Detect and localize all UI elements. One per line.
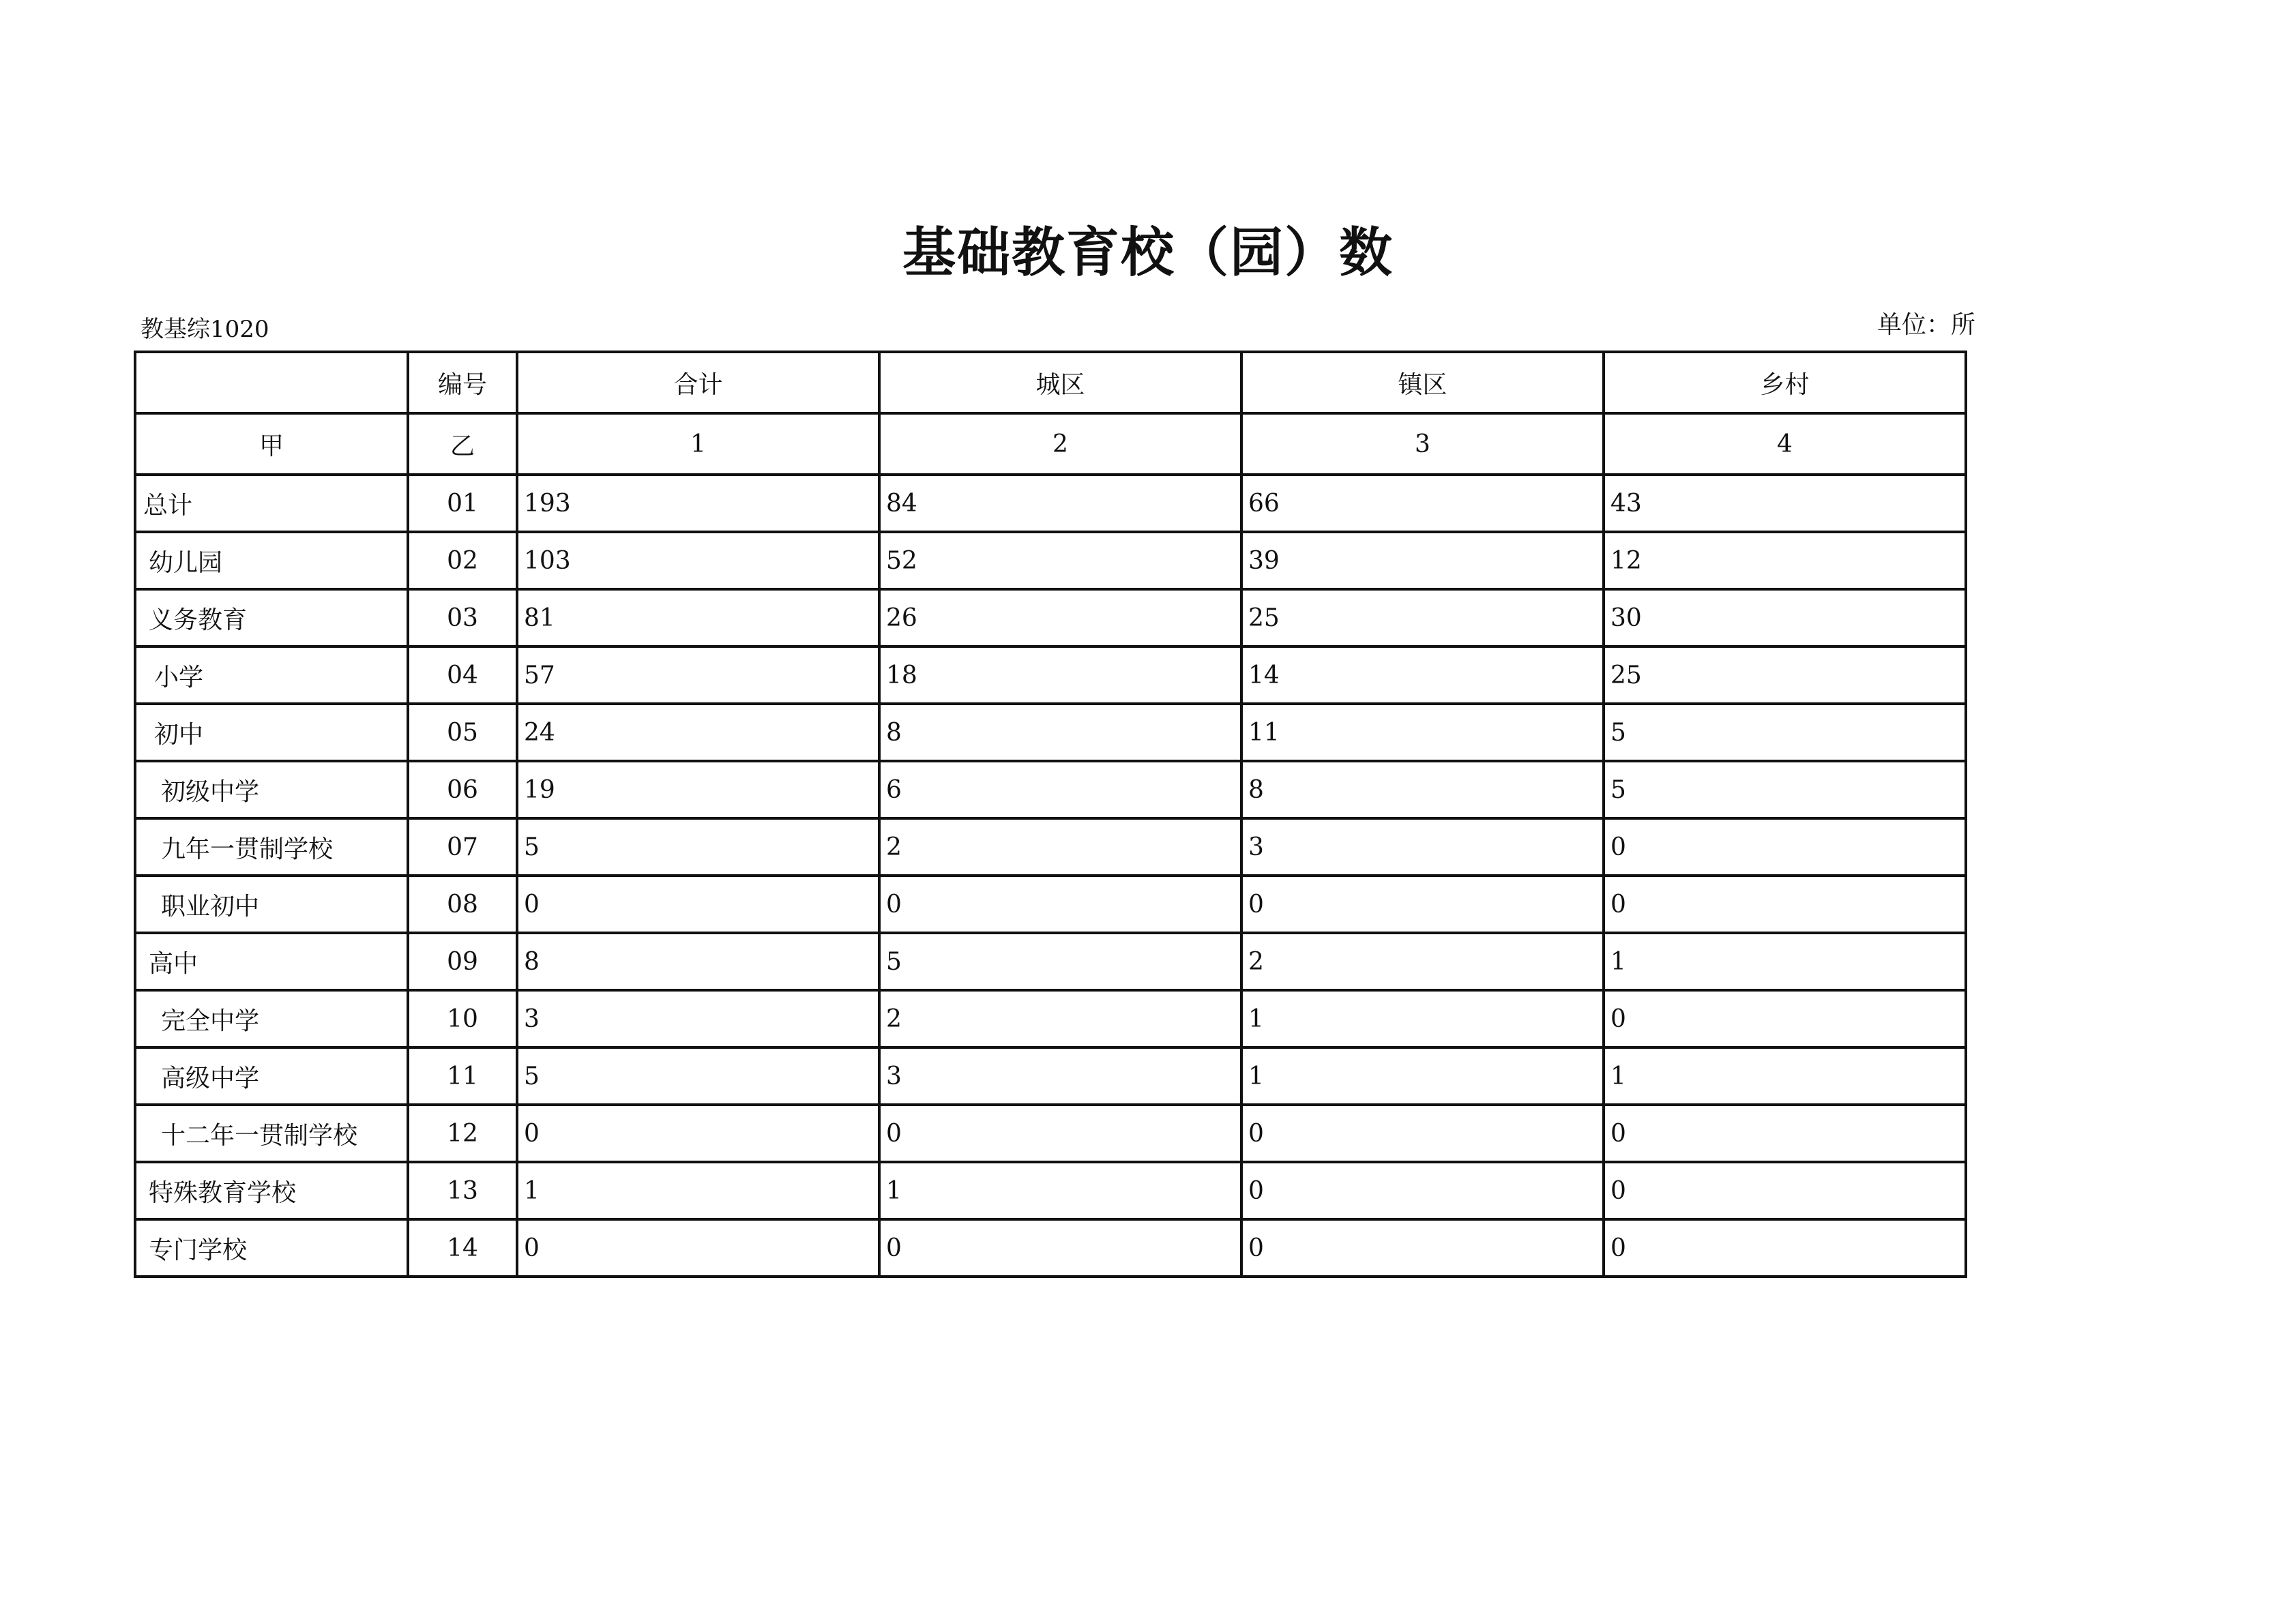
header-row — [135, 352, 1966, 413]
table-row — [135, 1219, 1966, 1277]
row-urban-cell: 8 — [879, 704, 1241, 761]
header-rural-cell: 乡村 — [1604, 352, 1966, 413]
row-rural-cell: 1 — [1604, 933, 1966, 990]
row-rural-cell: 0 — [1604, 818, 1966, 876]
row-code-cell: 10 — [408, 990, 517, 1047]
row-town-cell: 1 — [1241, 990, 1604, 1047]
row-rural-cell: 43 — [1604, 475, 1966, 532]
row-urban-cell: 5 — [879, 933, 1241, 990]
row-name-cell: 初中 — [135, 704, 408, 761]
row-total-cell: 8 — [517, 933, 879, 990]
row-name-cell: 职业初中 — [135, 876, 408, 933]
row-code-cell: 14 — [408, 1219, 517, 1277]
row-code-cell: 09 — [408, 933, 517, 990]
row-urban-cell: 0 — [879, 1105, 1241, 1162]
row-total-cell: 1 — [517, 1162, 879, 1219]
row-town-cell: 0 — [1241, 1162, 1604, 1219]
table-row — [135, 704, 1966, 761]
row-code-cell: 12 — [408, 1105, 517, 1162]
row-name-cell: 特殊教育学校 — [135, 1162, 408, 1219]
row-total-cell: 57 — [517, 646, 879, 704]
row-town-cell: 0 — [1241, 876, 1604, 933]
subheader-name-cell: 甲 — [135, 413, 408, 475]
row-name-cell: 初级中学 — [135, 761, 408, 818]
row-name-cell: 高级中学 — [135, 1047, 408, 1105]
row-name-cell: 十二年一贯制学校 — [135, 1105, 408, 1162]
subheader-col-1: 1 — [517, 413, 879, 475]
table-row — [135, 876, 1966, 933]
row-rural-cell: 0 — [1604, 1219, 1966, 1277]
row-town-cell: 1 — [1241, 1047, 1604, 1105]
row-town-cell: 14 — [1241, 646, 1604, 704]
row-rural-cell: 25 — [1604, 646, 1966, 704]
row-name-cell: 专门学校 — [135, 1219, 408, 1277]
row-name-cell: 义务教育 — [135, 589, 408, 646]
row-town-cell: 2 — [1241, 933, 1604, 990]
table-row — [135, 532, 1966, 589]
row-total-cell: 0 — [517, 876, 879, 933]
row-code-cell: 07 — [408, 818, 517, 876]
row-name-cell: 小学 — [135, 646, 408, 704]
row-total-cell: 3 — [517, 990, 879, 1047]
row-total-cell: 81 — [517, 589, 879, 646]
table-row — [135, 1047, 1966, 1105]
row-total-cell: 0 — [517, 1219, 879, 1277]
row-urban-cell: 0 — [879, 876, 1241, 933]
row-code-cell: 13 — [408, 1162, 517, 1219]
row-town-cell: 25 — [1241, 589, 1604, 646]
row-rural-cell: 30 — [1604, 589, 1966, 646]
row-town-cell: 0 — [1241, 1105, 1604, 1162]
table-row — [135, 1105, 1966, 1162]
row-rural-cell: 0 — [1604, 1162, 1966, 1219]
row-town-cell: 11 — [1241, 704, 1604, 761]
row-town-cell: 39 — [1241, 532, 1604, 589]
table-row — [135, 475, 1966, 532]
row-rural-cell: 5 — [1604, 704, 1966, 761]
row-code-cell: 04 — [408, 646, 517, 704]
row-name-cell: 完全中学 — [135, 990, 408, 1047]
row-rural-cell: 0 — [1604, 990, 1966, 1047]
row-urban-cell: 1 — [879, 1162, 1241, 1219]
row-rural-cell: 12 — [1604, 532, 1966, 589]
table-row — [135, 990, 1966, 1047]
table-row — [135, 761, 1966, 818]
row-total-cell: 19 — [517, 761, 879, 818]
subheader-row — [135, 413, 1966, 475]
row-urban-cell: 0 — [879, 1219, 1241, 1277]
row-name-cell: 高中 — [135, 933, 408, 990]
row-town-cell: 3 — [1241, 818, 1604, 876]
subheader-col-4: 4 — [1604, 413, 1966, 475]
table-row — [135, 589, 1966, 646]
row-code-cell: 08 — [408, 876, 517, 933]
row-urban-cell: 52 — [879, 532, 1241, 589]
row-urban-cell: 2 — [879, 990, 1241, 1047]
header-urban-cell: 城区 — [879, 352, 1241, 413]
row-name-cell: 总计 — [135, 475, 408, 532]
row-urban-cell: 84 — [879, 475, 1241, 532]
unit-label: 单位：所 — [1876, 311, 1975, 339]
page-title: 基础教育校（园）数 — [902, 222, 1394, 284]
row-code-cell: 06 — [408, 761, 517, 818]
row-rural-cell: 0 — [1604, 876, 1966, 933]
row-urban-cell: 26 — [879, 589, 1241, 646]
row-rural-cell: 5 — [1604, 761, 1966, 818]
row-urban-cell: 2 — [879, 818, 1241, 876]
table-row — [135, 646, 1966, 704]
row-code-cell: 11 — [408, 1047, 517, 1105]
table-row — [135, 1162, 1966, 1219]
subheader-col-2: 2 — [879, 413, 1241, 475]
table-row — [135, 818, 1966, 876]
header-name-cell — [135, 352, 408, 413]
header-total-cell: 合计 — [517, 352, 879, 413]
row-urban-cell: 18 — [879, 646, 1241, 704]
table-row — [135, 933, 1966, 990]
row-name-cell: 幼儿园 — [135, 532, 408, 589]
school-count-table — [134, 351, 1967, 1278]
row-code-cell: 02 — [408, 532, 517, 589]
row-town-cell: 66 — [1241, 475, 1604, 532]
row-urban-cell: 6 — [879, 761, 1241, 818]
header-code-cell: 编号 — [408, 352, 517, 413]
row-code-cell: 03 — [408, 589, 517, 646]
row-code-cell: 05 — [408, 704, 517, 761]
form-code: 教基综1020 — [141, 316, 269, 343]
row-town-cell: 8 — [1241, 761, 1604, 818]
row-total-cell: 5 — [517, 818, 879, 876]
row-total-cell: 103 — [517, 532, 879, 589]
row-name-cell: 九年一贯制学校 — [135, 818, 408, 876]
row-urban-cell: 3 — [879, 1047, 1241, 1105]
row-total-cell: 5 — [517, 1047, 879, 1105]
row-total-cell: 0 — [517, 1105, 879, 1162]
row-code-cell: 01 — [408, 475, 517, 532]
row-town-cell: 0 — [1241, 1219, 1604, 1277]
row-rural-cell: 1 — [1604, 1047, 1966, 1105]
row-total-cell: 24 — [517, 704, 879, 761]
header-town-cell: 镇区 — [1241, 352, 1604, 413]
row-rural-cell: 0 — [1604, 1105, 1966, 1162]
subheader-col-3: 3 — [1241, 413, 1604, 475]
row-total-cell: 193 — [517, 475, 879, 532]
subheader-code-cell: 乙 — [408, 413, 517, 475]
